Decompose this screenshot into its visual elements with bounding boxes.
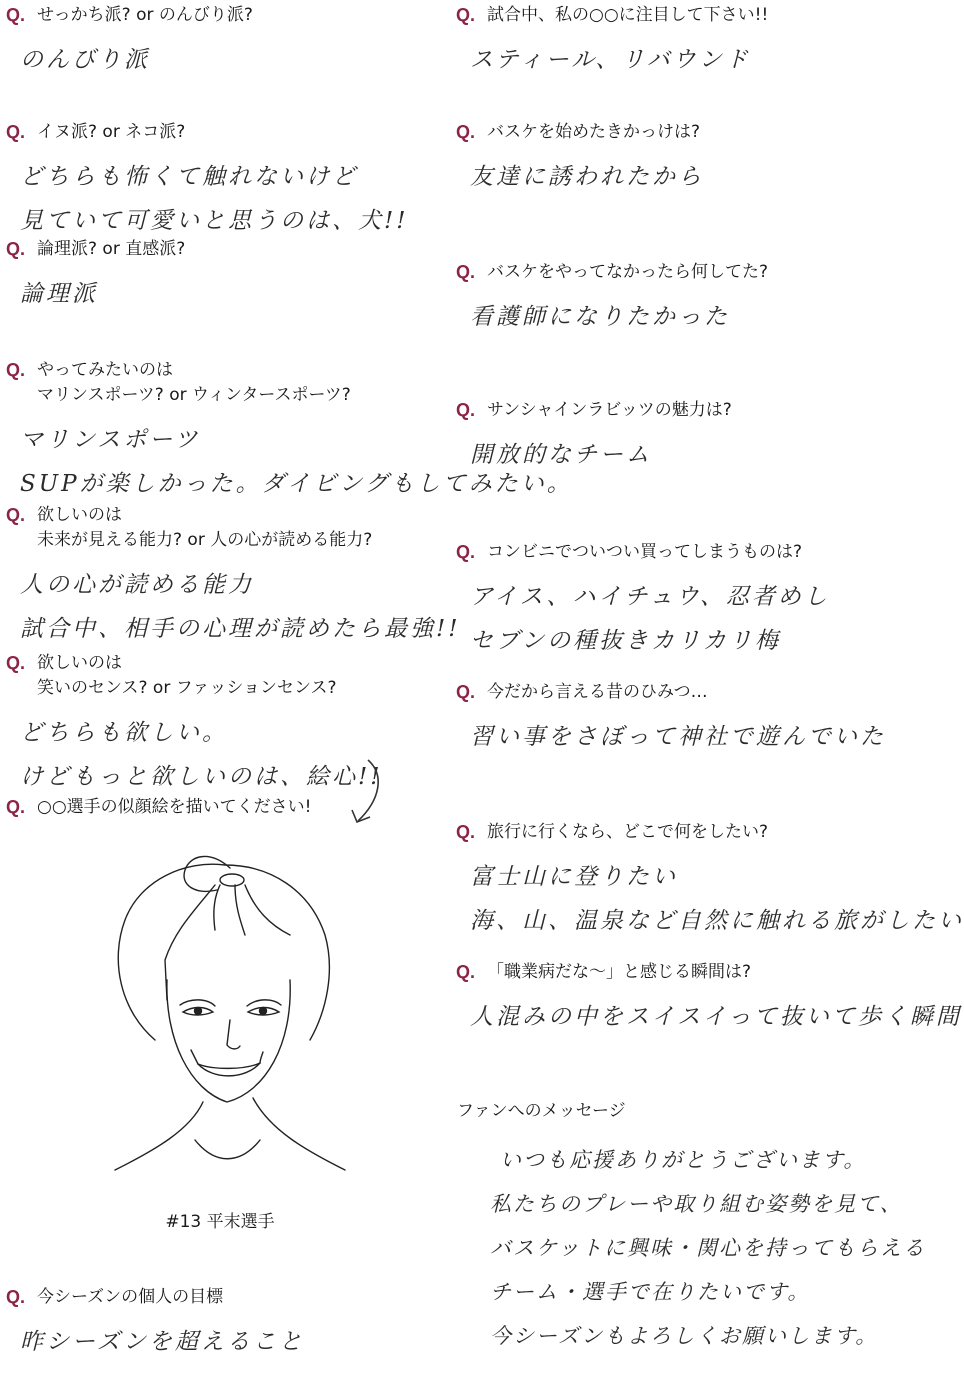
question-text [487,260,768,285]
left-qa-7 [6,795,311,820]
handwritten-answer [6,1320,305,1364]
right-qa-4 [456,398,732,477]
answer-line: 論理派 [20,281,98,307]
handwritten-answer [456,295,768,339]
handwritten-answer [456,155,704,199]
question-line: 欲しいのは [37,505,122,525]
handwritten-answer [6,38,253,82]
handwritten-answer [456,433,732,477]
question [456,680,886,705]
left-qa-3 [6,237,185,316]
question [6,237,185,262]
question-line: せっかち派? or のんびり派? [37,5,253,25]
question-line: 未来が見える能力? or 人の心が読める能力? [37,530,373,550]
q-mark: Q. [6,5,26,25]
answer-line: 見ていて可愛いと思うのは、犬!! [20,208,409,234]
q-mark: Q. [6,797,26,817]
question-line: 欲しいのは [37,653,122,673]
question-line: サンシャインラビッツの魅力は? [487,400,732,420]
answer-line: けどもっと欲しいのは、絵心!! [20,764,383,790]
answer-line: 試合中、相手の心理が読めたら最強!! [20,616,461,642]
q-mark: Q. [6,653,26,673]
question-line: マリンスポーツ? or ウィンタースポーツ? [37,385,351,405]
q-mark: Q. [6,360,26,380]
question-text [487,3,768,28]
question [6,503,461,553]
question-text [37,120,185,145]
answer-line: セブンの種抜きカリカリ梅 [470,628,781,654]
answer-line: のんびり派 [20,47,150,73]
q-mark: Q. [456,682,476,702]
question-text [487,960,751,985]
question-text [37,503,372,553]
q-mark: Q. [456,822,476,842]
question [6,120,409,145]
left-qa-8 [6,1285,305,1364]
q-mark: Q. [6,505,26,525]
fan-message-title: ファンへのメッセージ [457,1101,626,1121]
message-line: チーム・選手で在りたいです。 [490,1280,811,1304]
handwritten-answer [6,272,185,316]
hand-drawn-arrow [330,755,390,830]
answer-line: 富士山に登りたい [470,864,678,890]
handwritten-answer [456,575,830,663]
question [456,260,768,285]
q-mark: Q. [456,542,476,562]
q-mark: Q. [456,400,476,420]
question-text [487,820,768,845]
message-line: 今シーズンもよろしくお願いします。 [490,1324,879,1348]
right-qa-6 [456,680,886,759]
question-text [37,1285,223,1310]
answer-line: 海、山、温泉など自然に触れる旅がしたい [470,908,964,934]
handwritten-answer [456,715,886,759]
question-text [37,237,185,262]
question-text [37,651,337,701]
answer-line: どちらも欲しい。 [20,720,228,746]
fan-message [490,1138,926,1358]
question-line: 論理派? or 直感派? [37,239,186,259]
left-qa-2 [6,120,409,243]
question-line: ○○選手の似顔絵を描いてください! [37,797,312,817]
question [456,960,962,985]
question-line: イヌ派? or ネコ派? [37,122,186,142]
handwritten-answer [6,155,409,243]
question [6,3,253,28]
answer-line: 習い事をさぼって神社で遊んでいた [470,724,886,750]
right-qa-8 [456,960,962,1039]
handwritten-answer [6,563,461,651]
answer-line: 人混みの中をスイスイって抜いて歩く瞬間 [470,1004,962,1030]
question-text [487,120,700,145]
question-line: バスケをやってなかったら何してた? [487,262,769,282]
portrait-caption: #13 平末選手 [165,1212,275,1232]
answer-line: どちらも怖くて触れないけど [20,164,358,190]
portrait-sketch [95,840,355,1190]
question-line: コンビニでついつい買ってしまうものは? [487,542,803,562]
right-qa-5 [456,540,830,663]
question-text [37,3,253,28]
answer-line: SUPが楽しかった。ダイビングもしてみたい。 [20,471,573,497]
q-mark: Q. [456,962,476,982]
question-line: 「職業病だな～」と感じる瞬間は? [487,962,752,982]
handwritten-answer [456,38,768,82]
q-mark: Q. [6,239,26,259]
question-line: 笑いのセンス? or ファッションセンス? [37,678,337,698]
question [6,795,311,820]
question [6,1285,305,1310]
question-line: 今シーズンの個人の目標 [37,1287,224,1307]
right-qa-3 [456,260,768,339]
answer-line: 昨シーズンを超えること [20,1329,305,1355]
q-mark: Q. [456,262,476,282]
question-line: バスケを始めたきかっけは? [487,122,701,142]
answer-line: 開放的なチーム [470,442,652,468]
answer-line: アイス、ハイチュウ、忍者めし [470,584,830,610]
answer-line: スティール、リバウンド [470,47,751,73]
question-text [37,795,311,820]
handwritten-answer [456,855,964,943]
message-line: 私たちのプレーや取り組む姿勢を見て、 [490,1192,903,1216]
question-line: 今だから言える昔のひみつ… [487,682,708,702]
question [456,540,830,565]
q-mark: Q. [456,5,476,25]
right-qa-2 [456,120,704,199]
question-line: 試合中、私の○○に注目して下さい!! [487,5,769,25]
left-qa-6 [6,651,383,799]
message-line: バスケットに興味・関心を持ってもらえる [490,1236,926,1260]
question-text [487,398,732,423]
answer-line: 看護師になりたかった [470,304,730,330]
left-qa-1 [6,3,253,82]
handwritten-answer [6,711,383,799]
message-line: いつも応援ありがとうございます。 [500,1148,867,1172]
q-mark: Q. [6,122,26,142]
question-line: やってみたいのは [37,360,173,380]
question [456,398,732,423]
question [456,3,768,28]
left-qa-5 [6,503,461,651]
answer-line: 友達に誘われたから [470,164,704,190]
question [456,120,704,145]
answer-line: マリンスポーツ [20,427,201,453]
question-text [487,540,802,565]
question [6,651,383,701]
right-qa-7 [456,820,964,943]
answer-line: 人の心が読める能力 [20,572,254,598]
question [456,820,964,845]
question-text [487,680,708,705]
q-mark: Q. [456,122,476,142]
handwritten-answer [456,995,962,1039]
question-text [37,358,351,408]
question-line: 旅行に行くなら、どこで何をしたい? [487,822,769,842]
q-mark: Q. [6,1287,26,1307]
right-qa-1 [456,3,768,82]
